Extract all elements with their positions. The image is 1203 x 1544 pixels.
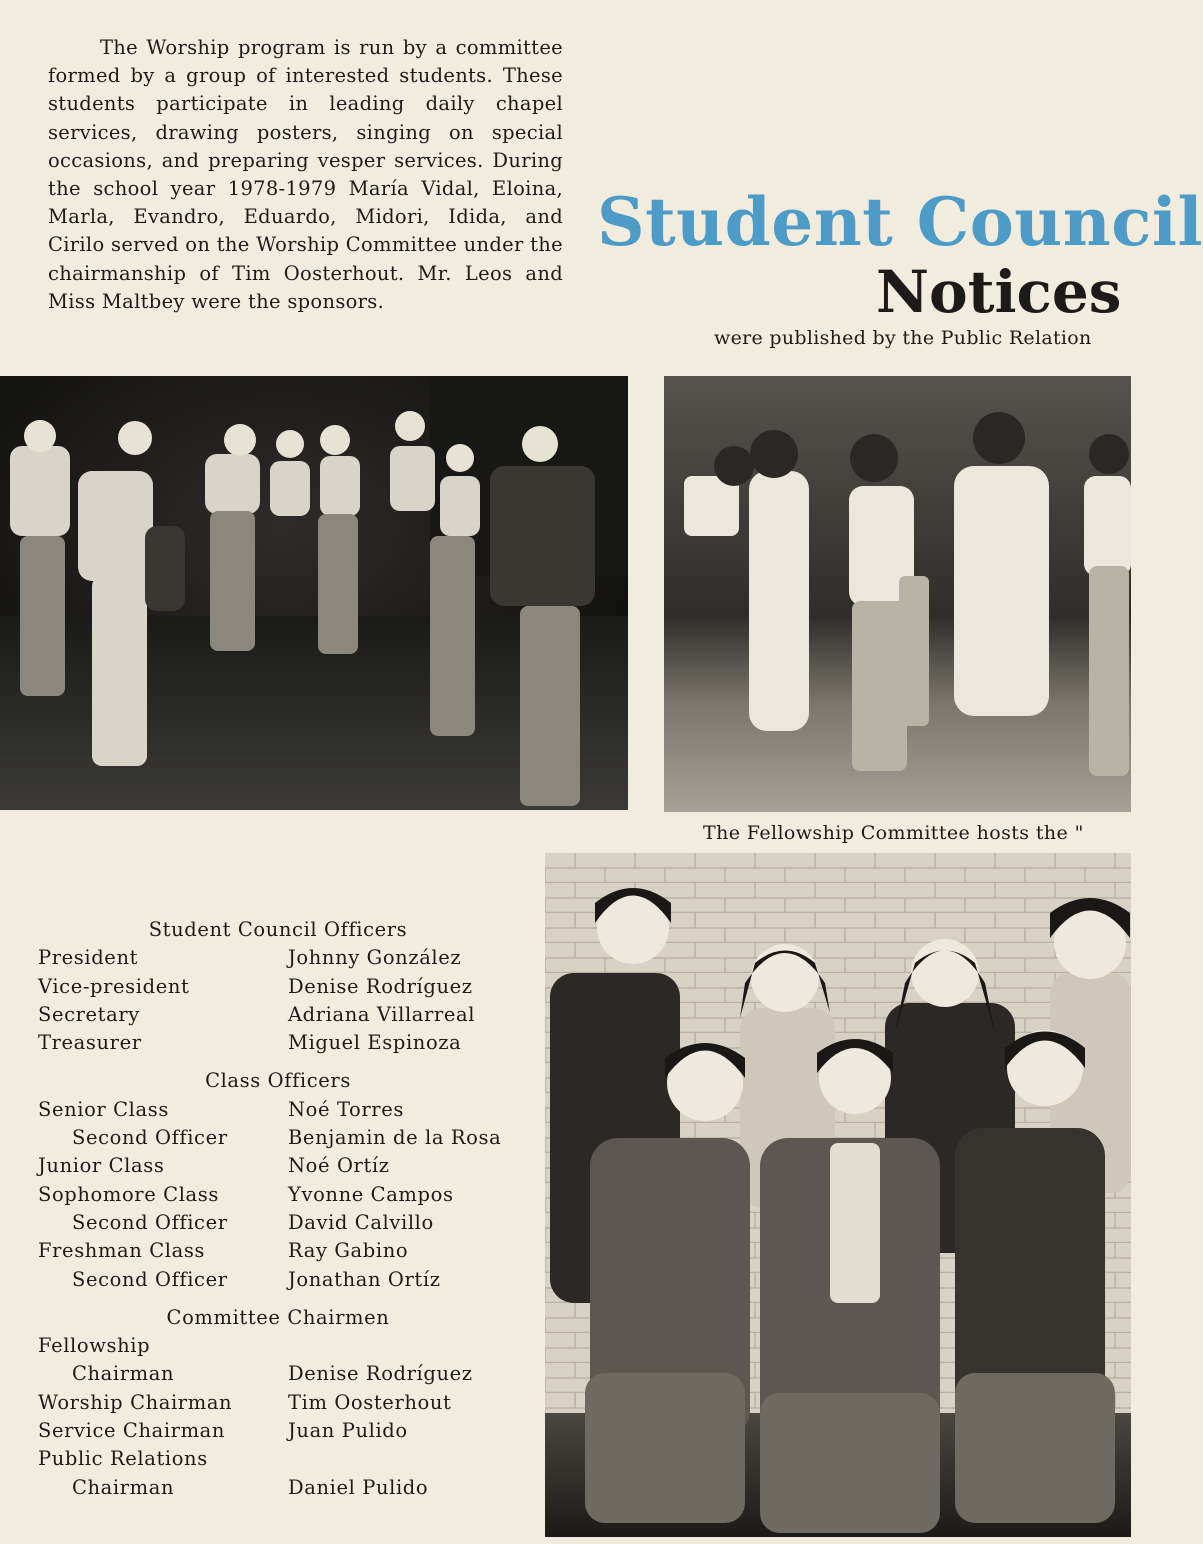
officer-role: President [38,946,139,970]
officer-row [38,944,538,972]
officer-role: Sophomore Class [38,1182,219,1206]
officer-name: Adriana Villarreal [288,1002,476,1026]
officer-row [38,1209,538,1237]
officer-row [38,1266,538,1294]
officer-name: Jonathan Ortíz [288,1267,441,1291]
officer-role: Secretary [38,1002,140,1026]
officer-role: Second Officer [72,1267,228,1291]
officer-role: Treasurer [38,1031,142,1055]
officer-role: Service Chairman [38,1419,226,1443]
officer-name: Johnny González [288,946,462,970]
officer-role: Junior Class [38,1154,165,1178]
officer-row [38,1001,538,1029]
headline-subline: were published by the Public Relation [714,327,1092,349]
headline-student-council: Student Council [597,183,1203,261]
officer-name: Ray Gabino [288,1239,409,1263]
class-officers-title: Class Officers [205,1069,351,1093]
officer-row [38,1096,538,1124]
officer-name: Noé Ortíz [288,1154,390,1178]
officer-name: Yvonne Campos [288,1182,454,1206]
photo-fellowship-event [664,376,1131,812]
officer-name: Miguel Espinoza [288,1031,462,1055]
officer-row [38,1029,538,1057]
headline-notices: Notices [876,258,1122,326]
student-council-officers-title: Student Council Officers [148,918,408,941]
worship-program-paragraph: The Worship program is run by a committee formed by a group of interested students. These students participate in leading daily chapel services, drawing posters, singing on special occasions, and preparing vesper services. During the school year 1978-1979 María Vidal, Eloina, Marla, Evandro, Eduardo, Midori, Idida, and Cirilo served on the Worship Committee under the chairmanship of Tim Oosterhout. Mr. Leos and Miss Maltbey were the sponsors. [48,36,563,313]
officer-name: David Calvillo [288,1210,434,1234]
officer-name: Noé Torres [288,1097,404,1121]
committee-chairmen-title: Committee Chairmen [166,1305,390,1329]
officer-name: Daniel Pulido [288,1475,429,1499]
officer-row [38,1332,538,1360]
officer-role: Freshman Class [38,1239,206,1263]
officer-row [38,973,538,1001]
photo-caption: The Fellowship Committee hosts the " [703,822,1084,844]
officer-name: Denise Rodríguez [288,974,473,998]
officer-role: Public Relations [38,1447,208,1471]
officer-row [38,1417,538,1445]
officer-row [38,1474,538,1502]
officer-role: Second Officer [72,1210,228,1234]
officer-row [38,1445,538,1473]
officer-row [38,1389,538,1417]
photo-student-council-group [545,853,1131,1537]
officer-role: Second Officer [72,1126,228,1150]
photo-singing-group [0,376,628,810]
officer-name: Tim Oosterhout [288,1390,452,1414]
officer-name: Juan Pulido [288,1419,408,1443]
officer-role: Chairman [72,1362,175,1386]
officer-name: Benjamin de la Rosa [288,1126,502,1150]
officer-row [38,1360,538,1388]
officer-name [288,1445,538,1473]
officer-row [38,1124,538,1152]
officer-role: Chairman [72,1475,175,1499]
officer-role: Senior Class [38,1097,169,1121]
officers-list [38,916,538,1502]
officer-row [38,1152,538,1180]
officer-role: Worship Chairman [38,1390,233,1414]
officer-row [38,1237,538,1265]
officer-name [288,1332,538,1360]
officer-name: Denise Rodríguez [288,1362,473,1386]
officer-role: Fellowship [38,1334,151,1358]
officer-row [38,1181,538,1209]
officer-role: Vice-president [38,974,190,998]
